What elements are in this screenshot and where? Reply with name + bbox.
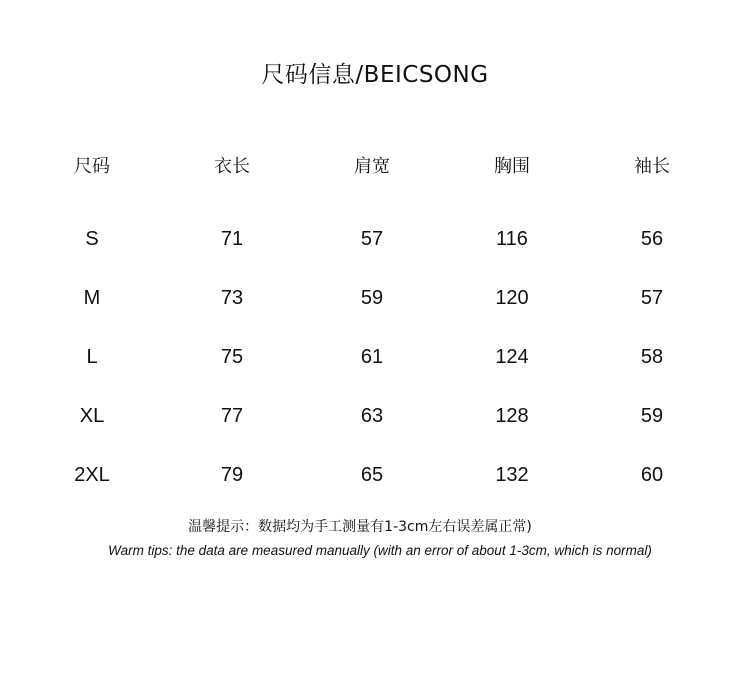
cell-shoulder: 59 [360,287,384,309]
cell-size: M [83,287,101,309]
note-english: Warm tips: the data are measured manually (with an error of about 1-3cm, which is normal) [108,543,652,558]
cell-size: 2XL [74,464,110,486]
table-row [22,210,722,269]
cell-size: XL [79,405,105,427]
cell-length: 75 [220,346,244,368]
cell-sleeve: 59 [640,405,664,427]
table-row [22,269,722,328]
cell-chest: 116 [496,228,528,250]
cell-shoulder: 57 [360,228,384,250]
cell-shoulder: 63 [360,405,384,427]
cell-length: 71 [220,228,244,250]
cell-length: 79 [220,464,244,486]
cell-length: 73 [220,287,244,309]
cell-sleeve: 60 [640,464,664,486]
cell-shoulder: 65 [360,464,384,486]
table-header-row [22,148,722,182]
cell-chest: 124 [495,346,529,368]
cell-sleeve: 57 [640,287,664,309]
cell-size: L [86,346,98,368]
header-sleeve: 袖长 [634,156,670,177]
header-chest: 胸围 [494,156,530,177]
header-length: 衣长 [214,156,250,177]
cell-shoulder: 61 [360,346,384,368]
header-size: 尺码 [74,156,110,177]
cell-sleeve: 56 [640,228,664,250]
table-row [22,387,722,446]
size-table [22,148,722,505]
cell-sleeve: 58 [640,346,664,368]
cell-size: S [85,228,99,250]
note-chinese: 温馨提示：数据均为手工测量有1-3cm左右误差属正常) [188,519,532,535]
table-row [22,446,722,505]
cell-length: 77 [220,405,244,427]
cell-chest: 132 [495,464,529,486]
page-title: 尺码信息/BEICSONG [261,62,489,88]
table-row [22,328,722,387]
cell-chest: 120 [495,287,529,309]
header-shoulder: 肩宽 [354,156,390,177]
cell-chest: 128 [495,405,529,427]
